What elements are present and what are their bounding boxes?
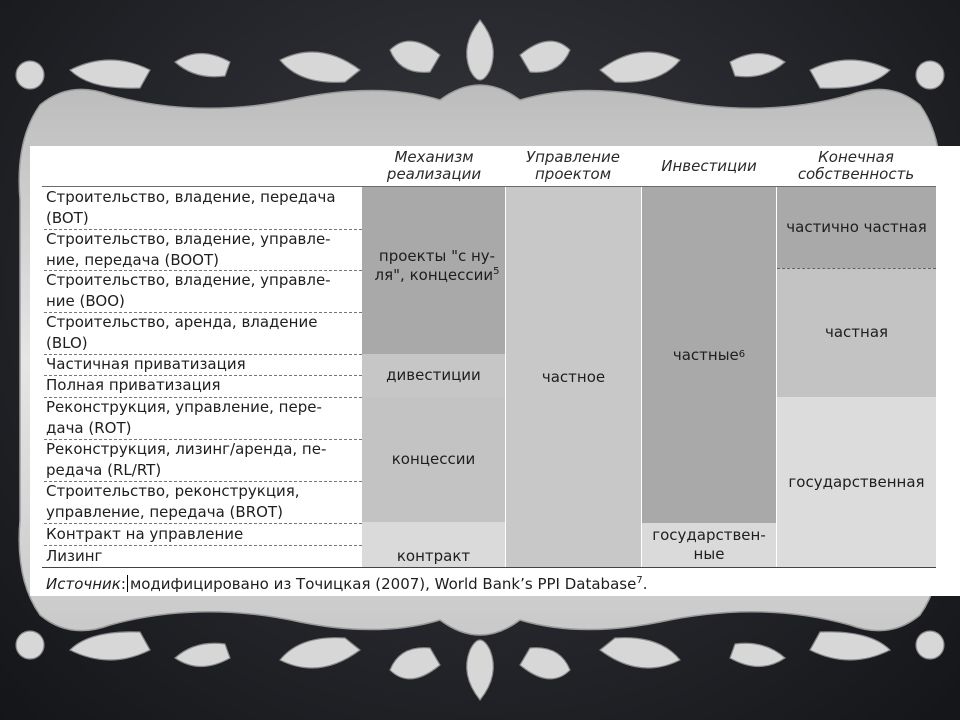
header-mechanism: Механизм реализации <box>386 148 482 183</box>
cell-greenfield: проекты "с ну- ля", концессии$^5$ <box>374 247 500 284</box>
header-ownership: Конечная собственность <box>797 148 915 183</box>
row-label: Реконструкция, управление, пере- дача (ROT) <box>46 398 322 437</box>
cell-ownership-private: частная <box>824 323 889 341</box>
cell-investment-state: государствен- ные <box>652 526 766 563</box>
source-label: Источник <box>46 575 121 593</box>
cell-divestiture: дивестиции <box>386 366 481 384</box>
table-bottom-rule <box>42 567 936 568</box>
top-ornament <box>16 20 944 89</box>
text-cursor <box>127 575 128 592</box>
row-label: Строительство, владение, передача (BOT) <box>46 188 336 227</box>
cell-ownership-state: государственная <box>788 472 925 491</box>
source-note: Источник: модифицировано из Точицкая (2007), World Bank’s PPI Database$^7$. <box>46 575 648 593</box>
row-label: Контракт на управление <box>46 525 244 543</box>
header-management: Управление проектом <box>525 148 621 183</box>
ppp-table <box>30 146 960 596</box>
row-label: Лизинг <box>46 547 103 565</box>
footnote-5: 5 <box>493 266 500 277</box>
cell-management-private: частное <box>541 367 606 386</box>
source-text: модифицировано из Точицкая (2007), World Bank’s PPI Database <box>129 575 637 593</box>
cell-concessions: концессии <box>391 450 476 468</box>
cell-ownership-partly-private: частично частная <box>786 218 927 236</box>
bottom-ornament <box>16 631 944 700</box>
cell-contract: контракт <box>396 547 471 565</box>
cell-investment-private: частные 6 <box>672 345 746 364</box>
row-label: Строительство, владение, управле- ние, передача (BOOT) <box>46 230 331 269</box>
header-investment: Инвестиции <box>661 156 757 175</box>
row-label: Строительство, реконструкция, управление, передача (BROT) <box>46 482 300 521</box>
row-label: Частичная приватизация <box>46 355 246 373</box>
row-label: Полная приватизация <box>46 376 221 394</box>
row-label: Реконструкция, лизинг/аренда, пе- редача (RL/RT) <box>46 440 327 479</box>
footnote-7: 7 <box>636 575 643 586</box>
row-label: Строительство, аренда, владение (BLO) <box>46 313 318 352</box>
row-label: Строительство, владение, управле- ние (BOO) <box>46 271 331 310</box>
